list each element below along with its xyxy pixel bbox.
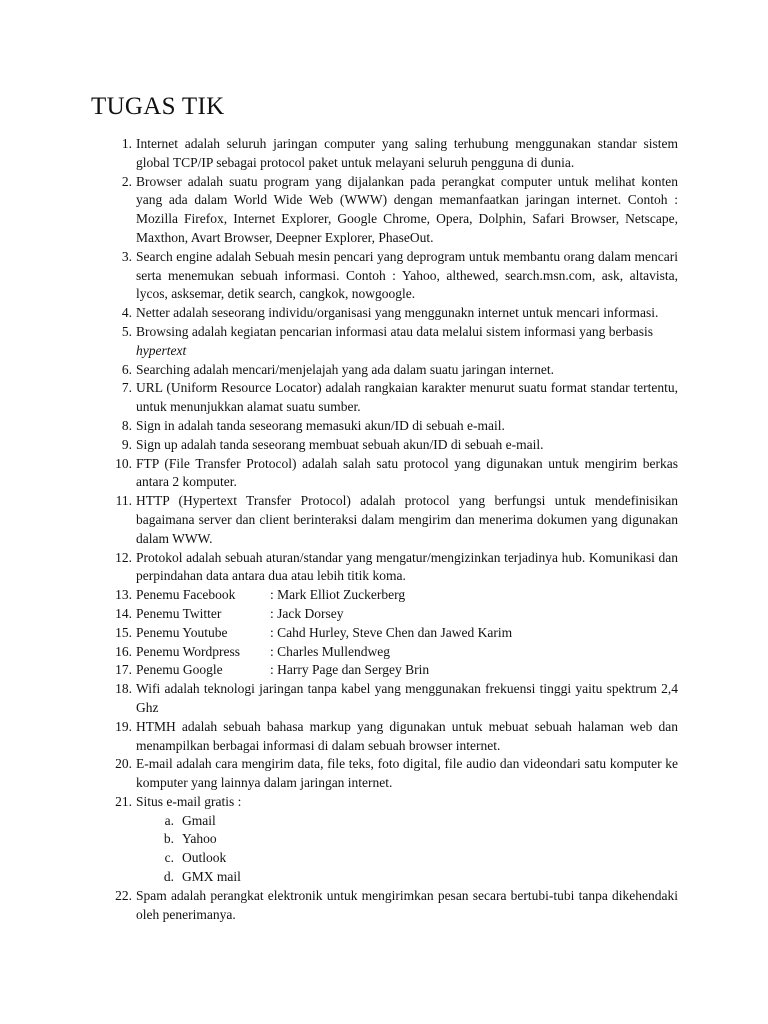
sub-list-item xyxy=(146,868,678,887)
sub-item-text: Yahoo xyxy=(182,831,217,847)
item-number: 3. xyxy=(121,248,132,264)
item-number: 20. xyxy=(115,756,132,772)
list-item xyxy=(100,624,678,643)
item-text: Sign in adalah tanda seseorang memasuki akun/ID di sebuah e-mail. xyxy=(136,417,505,433)
item-text: E-mail adalah cara mengirim data, file teks, foto digital, file audio dan videondari satu komputer ke komputer yang lainnya dalam jaringan internet. xyxy=(136,756,678,791)
list-item xyxy=(100,586,678,605)
item-text: HTTP (Hypertext Transfer Protocol) adalah protocol yang berfungsi untuk mendefinisikan bagaimana server dan client berinteraksi dalam mengirim dan menerima dokumen yang digunakan dalam WWW. xyxy=(136,493,678,546)
inventor-row xyxy=(136,643,678,662)
item-number: 22. xyxy=(115,887,132,903)
inventor-label: Penemu Youtube xyxy=(136,624,228,640)
item-text: Searching adalah mencari/menjelajah yang ada dalam suatu jaringan internet. xyxy=(136,361,554,377)
inventor-value: : Charles Mullendweg xyxy=(270,643,390,659)
inventor-label: Penemu Facebook xyxy=(136,587,236,603)
item-number: 11. xyxy=(115,493,132,509)
item-text: Browsing adalah kegiatan pencarian informasi atau data melalui sistem informasi yang berbasis xyxy=(136,323,653,339)
list-item xyxy=(100,680,678,718)
list-item xyxy=(100,379,678,417)
sub-item-letter: b. xyxy=(163,831,174,847)
sub-item-text: GMX mail xyxy=(182,869,241,885)
list-item xyxy=(100,304,678,323)
item-text: HTMH adalah sebuah bahasa markup yang digunakan untuk mebuat sebuah halaman web dan menampilkan berbagai informasi di dalam sebuah browser internet. xyxy=(136,718,678,753)
item-number: 21. xyxy=(115,793,132,809)
list-item xyxy=(100,661,678,680)
inventor-value: : Jack Dorsey xyxy=(270,605,344,621)
item-italic-term: hypertext xyxy=(136,342,187,358)
item-number: 4. xyxy=(121,305,132,321)
numbered-list xyxy=(100,135,678,924)
list-item xyxy=(100,755,678,793)
item-number: 10. xyxy=(115,455,132,471)
item-text: Spam adalah perangkat elektronik untuk mengirimkan pesan secara bertubi-tubi tanpa dikehendaki oleh penerimanya. xyxy=(136,887,678,922)
item-number: 13. xyxy=(115,587,132,603)
item-text: Wifi adalah teknologi jaringan tanpa kabel yang menggunakan frekuensi tinggi yaitu spektrum 2,4 Ghz xyxy=(136,681,678,715)
list-item xyxy=(100,361,678,380)
sub-list-item xyxy=(146,849,678,868)
inventor-row xyxy=(136,624,678,643)
list-item xyxy=(100,492,678,548)
item-text: Protokol adalah sebuah aturan/standar yang mengatur/mengizinkan terjadinya hub. Komunikasi dan perpindahan data antara dua atau lebih titik koma. xyxy=(136,549,678,584)
inventor-row xyxy=(136,605,678,624)
list-item xyxy=(100,718,678,756)
list-item xyxy=(100,605,678,624)
item-number: 17. xyxy=(115,662,132,678)
list-item xyxy=(100,135,678,173)
item-text: Netter adalah seseorang individu/organisasi yang menggunakn internet untuk mencari informasi. xyxy=(136,305,659,321)
item-text: Search engine adalah Sebuah mesin pencari yang deprogram untuk membantu orang dalam mencari serta menemukan sebuah informasi. Contoh : Yahoo, althewed, search.msn.com, ask, altavista, lycos, asksemar, detik search, cangkok, nowgoogle. xyxy=(136,248,678,302)
sub-item-letter: d. xyxy=(163,869,174,885)
list-item xyxy=(100,455,678,493)
item-text: FTP (File Transfer Protocol) adalah salah satu protocol yang digunakan untuk mengirim berkas antara 2 komputer. xyxy=(136,455,678,490)
list-item xyxy=(100,173,678,248)
item-number: 6. xyxy=(121,361,132,377)
sub-item-text: Gmail xyxy=(182,812,216,828)
item-number: 12. xyxy=(115,549,132,565)
inventor-label: Penemu Google xyxy=(136,662,223,678)
list-item xyxy=(100,248,678,304)
sub-list-item xyxy=(146,830,678,849)
list-item xyxy=(100,323,678,361)
list-item xyxy=(100,887,678,925)
item-number: 9. xyxy=(121,436,132,452)
sub-item-text: Outlook xyxy=(182,850,227,866)
item-text: Sign up adalah tanda seseorang membuat sebuah akun/ID di sebuah e-mail. xyxy=(136,436,544,452)
item-number: 19. xyxy=(115,718,132,734)
list-item xyxy=(100,549,678,587)
sub-list-item xyxy=(146,812,678,831)
sub-item-letter: a. xyxy=(164,812,174,828)
item-text: Situs e-mail gratis : xyxy=(136,793,242,809)
page-title: TUGAS TIK xyxy=(91,93,225,120)
item-text: URL (Uniform Resource Locator) adalah rangkaian karakter menurut suatu format standar tertentu, untuk menunjukkan alamat suatu sumber. xyxy=(136,380,678,415)
item-text: Internet adalah seluruh jaringan computer yang saling terhubung menggunakan standar sistem global TCP/IP sebagai protocol paket untuk melayani seluruh pengguna di dunia. xyxy=(136,136,678,170)
list-item xyxy=(100,643,678,662)
item-number: 16. xyxy=(115,643,132,659)
inventor-label: Penemu Twitter xyxy=(136,605,222,621)
item-number: 8. xyxy=(121,417,132,433)
inventor-value: : Harry Page dan Sergey Brin xyxy=(270,662,430,678)
item-number: 1. xyxy=(121,136,132,151)
item-number: 5. xyxy=(121,323,132,339)
list-item xyxy=(100,793,678,887)
inventor-row xyxy=(136,586,678,605)
item-number: 15. xyxy=(115,624,132,640)
item-number: 18. xyxy=(115,681,132,697)
sub-item-letter: c. xyxy=(164,850,174,866)
item-number: 2. xyxy=(121,173,132,189)
item-number: 14. xyxy=(115,605,132,621)
inventor-label: Penemu Wordpress xyxy=(136,643,241,659)
item-number: 7. xyxy=(121,380,132,396)
item-text: Browser adalah suatu program yang dijalankan pada perangkat computer untuk melihat konten yang ada dalam World Wide Web (WWW) dengan memanfaatkan jaringan internet. Contoh : Mozilla Firefox, Internet Explorer, Google Chrome, Opera, Dolphin, Safari Browser, Netscape, Maxthon, Avart Browser, Deepner Explorer, PhaseOut. xyxy=(136,173,678,245)
list-item xyxy=(100,436,678,455)
inventor-value: : Cahd Hurley, Steve Chen dan Jawed Karim xyxy=(270,624,513,640)
inventor-value: : Mark Elliot Zuckerberg xyxy=(270,587,406,603)
inventor-row xyxy=(136,661,678,680)
sub-list xyxy=(136,812,678,887)
list-item xyxy=(100,417,678,436)
